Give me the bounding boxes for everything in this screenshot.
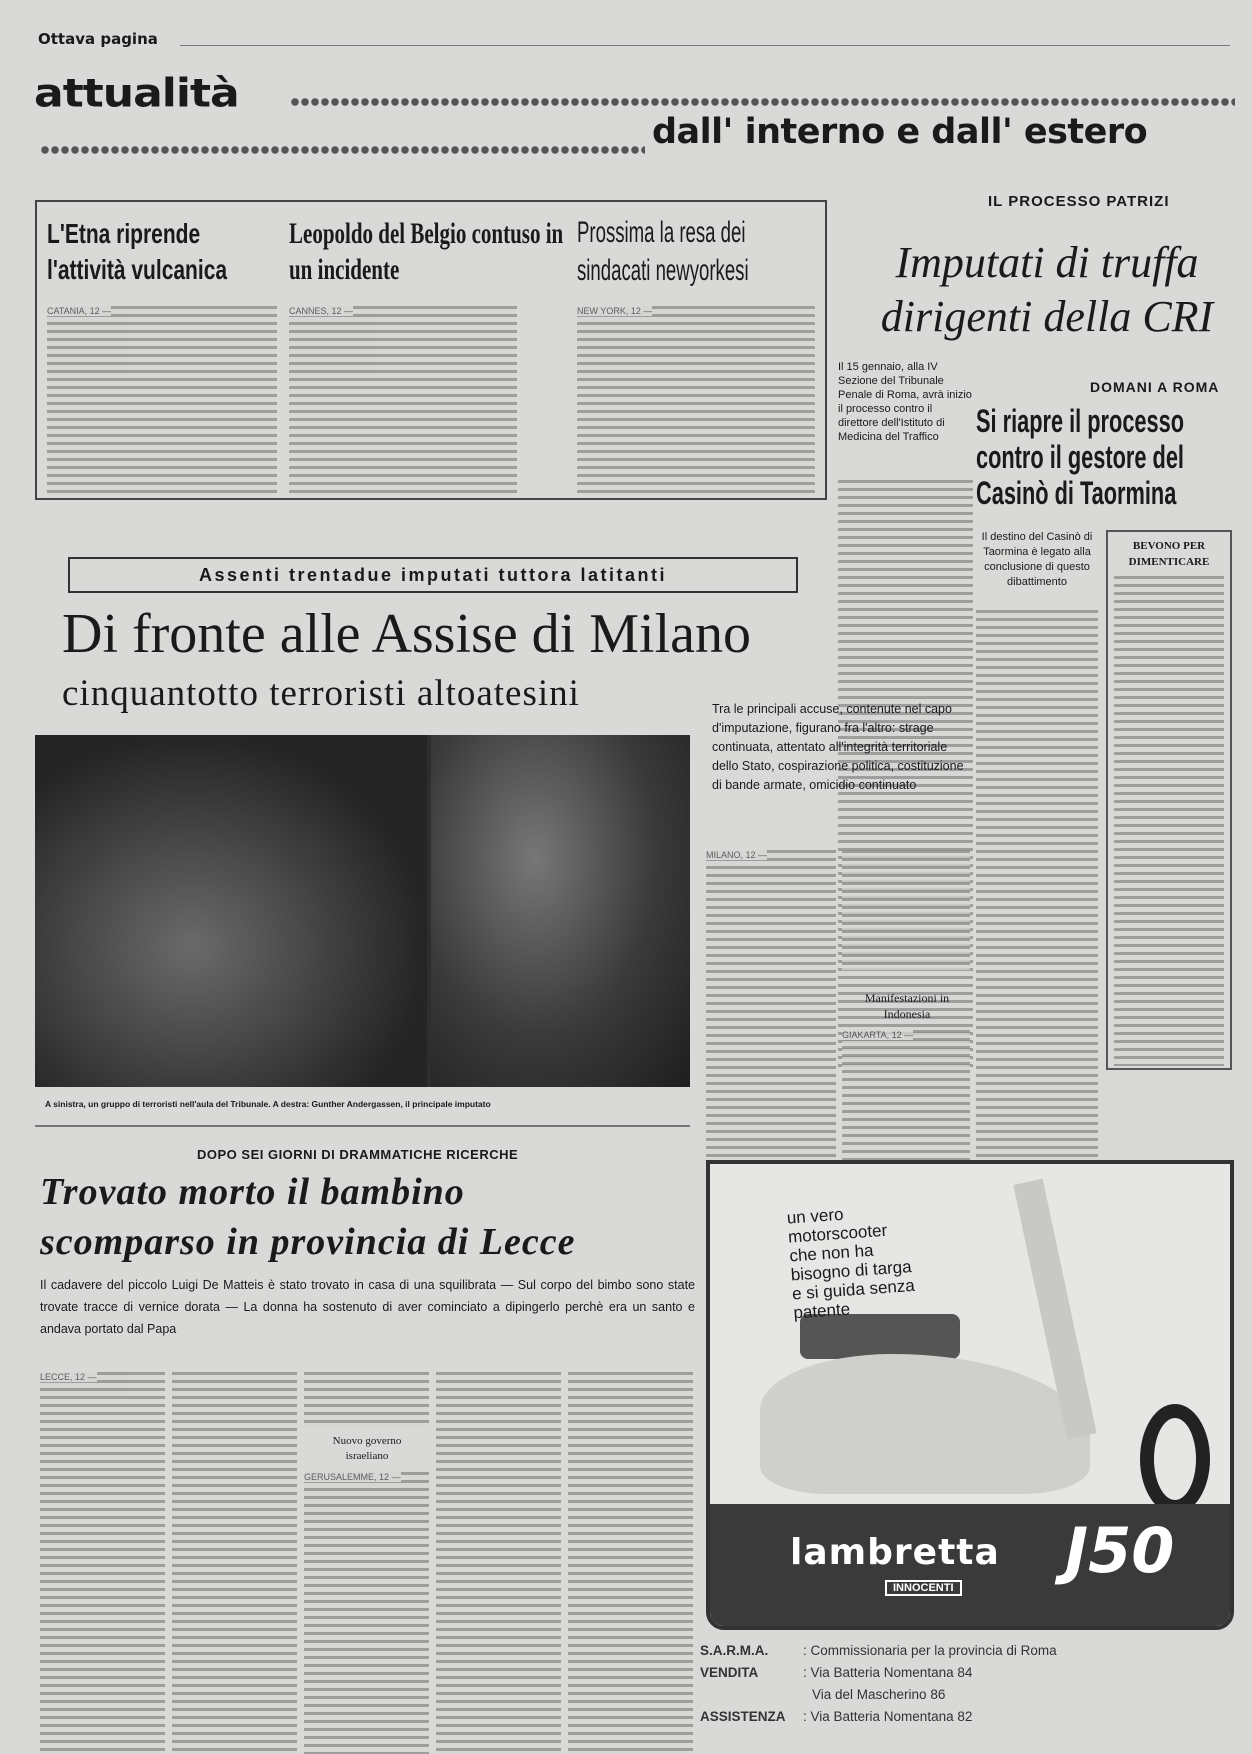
headline: Di fronte alle Assise di Milano — [62, 603, 752, 665]
headline: Prossima la resa dei sindacati newyorkesi — [577, 216, 749, 287]
dateline: NEW YORK, 12 — — [577, 306, 653, 316]
photo-right — [431, 735, 690, 1087]
dotted-rule — [40, 144, 645, 156]
headline: Si riapre il processo contro il gestore del Casinò di Taormina — [976, 403, 1185, 511]
dealer-row — [700, 1684, 1057, 1706]
headline: L'Etna riprende l'attività vulcanica — [47, 218, 228, 285]
page-label: Ottava pagina — [38, 30, 158, 48]
scooter-image — [740, 1314, 1210, 1514]
dealer-label — [700, 1684, 812, 1706]
dealer-value: : Commissionaria per la provincia di Roma — [803, 1643, 1057, 1658]
kicker-box — [68, 557, 798, 593]
article-body — [568, 1372, 693, 1754]
photo — [35, 735, 690, 1087]
ad-dealer-info — [700, 1640, 1057, 1728]
dealer-row — [700, 1640, 1057, 1662]
dealer-value: Via del Mascherino 86 — [812, 1687, 946, 1702]
dateline: LECCE, 12 — — [40, 1372, 97, 1382]
section-title: attualità — [34, 70, 239, 117]
dateline: GIAKARTA, 12 — — [842, 1030, 914, 1040]
rule — [35, 1125, 690, 1127]
kicker: IL PROCESSO PATRIZI — [988, 193, 1170, 210]
dealer-label: S.A.R.M.A. — [700, 1643, 769, 1658]
dealer-value: : Via Batteria Nomentana 82 — [803, 1709, 973, 1724]
dateline: GERUSALEMME, 12 — — [304, 1472, 401, 1482]
intro: Tra le principali accuse, contenute nel capo d'imputazione, figurano fra l'altro: strage continuata, attentato all'integrità territoriale dello Stato, cospirazione politica, costituzione di bande armate, omicidio continuato — [712, 702, 964, 792]
dotted-rule — [290, 96, 1235, 108]
kicker: DOMANI A ROMA — [1090, 379, 1220, 395]
headline: Trovato morto il bambino — [40, 1171, 465, 1213]
model-name: J50 — [1065, 1514, 1175, 1587]
brand-name: lambretta — [790, 1532, 1000, 1573]
article-body — [47, 306, 277, 494]
subheadline: cinquantotto terroristi altoatesini — [62, 673, 580, 714]
dealer-value: : Via Batteria Nomentana 84 — [803, 1665, 973, 1680]
sidebox-body — [1114, 576, 1224, 1066]
article-body — [842, 850, 970, 970]
article-body — [976, 610, 1098, 1160]
article-body — [304, 1372, 429, 1427]
scooter-body — [760, 1354, 1090, 1494]
dealer-label: VENDITA — [700, 1665, 759, 1680]
header-rule — [180, 45, 1230, 46]
headline: Leopoldo del Belgio contuso in un incidente — [289, 217, 564, 286]
headline: Imputati di truffa dirigenti della CRI — [880, 238, 1214, 341]
article-body — [436, 1372, 561, 1754]
news-box — [35, 200, 827, 500]
brand-maker: INNOCENTI — [885, 1580, 962, 1596]
article-body — [577, 306, 815, 494]
dealer-row — [700, 1706, 1057, 1728]
brand-logo — [790, 1532, 1000, 1594]
scooter-wheel — [1140, 1404, 1210, 1514]
sidebox — [1106, 530, 1232, 1070]
article-body — [40, 1372, 165, 1754]
dateline: CANNES, 12 — — [289, 306, 354, 316]
subsection-title: dall' interno e dall' estero — [652, 112, 1148, 152]
subhead: Manifestazioni in Indonesia — [864, 991, 950, 1021]
dateline: MILANO, 12 — — [706, 850, 768, 860]
kicker: Assenti trentadue imputati tuttora latitanti — [198, 564, 668, 585]
intro: Il destino del Casinò di Taormina è legato alla conclusione di questo dibattimento — [981, 531, 1093, 588]
dealer-label: ASSISTENZA — [700, 1709, 786, 1724]
advertisement — [706, 1160, 1234, 1630]
subhead: Nuovo governo israeliano — [332, 1435, 402, 1462]
photo-left — [35, 735, 427, 1087]
article-body — [289, 306, 517, 494]
kicker: DOPO SEI GIORNI DI DRAMMATICHE RICERCHE — [197, 1147, 519, 1162]
article-body — [172, 1372, 297, 1754]
headline: scomparso in provincia di Lecce — [40, 1221, 576, 1263]
photo-caption: A sinistra, un gruppo di terroristi nell'aula del Tribunale. A destra: Gunther Andergassen, il principale imputato — [45, 1099, 491, 1109]
article-body — [304, 1472, 429, 1754]
intro: Il cadavere del piccolo Luigi De Matteis è stato trovato in casa di una squilibrata — Sul corpo del bimbo sono state trovate tracce di vernice dorata — La donna ha sostenuto di aver cominciato a dipingerlo perchè era un santo e andava portato dal Papa — [40, 1278, 695, 1336]
ad-tagline: un vero motorscooter che non ha bisogno di targa e si guida senza patente — [786, 1204, 916, 1323]
sidebox-title: BEVONO PER DIMENTICARE — [1128, 540, 1210, 568]
intro: Il 15 gennaio, alla IV Sezione del Tribunale Penale di Roma, avrà inizio il processo contro il direttore dell'Istituto di Medicina del Traffico — [838, 361, 972, 443]
scooter-seat — [800, 1314, 960, 1359]
dateline: CATANIA, 12 — — [47, 306, 112, 316]
dealer-row — [700, 1662, 1057, 1684]
